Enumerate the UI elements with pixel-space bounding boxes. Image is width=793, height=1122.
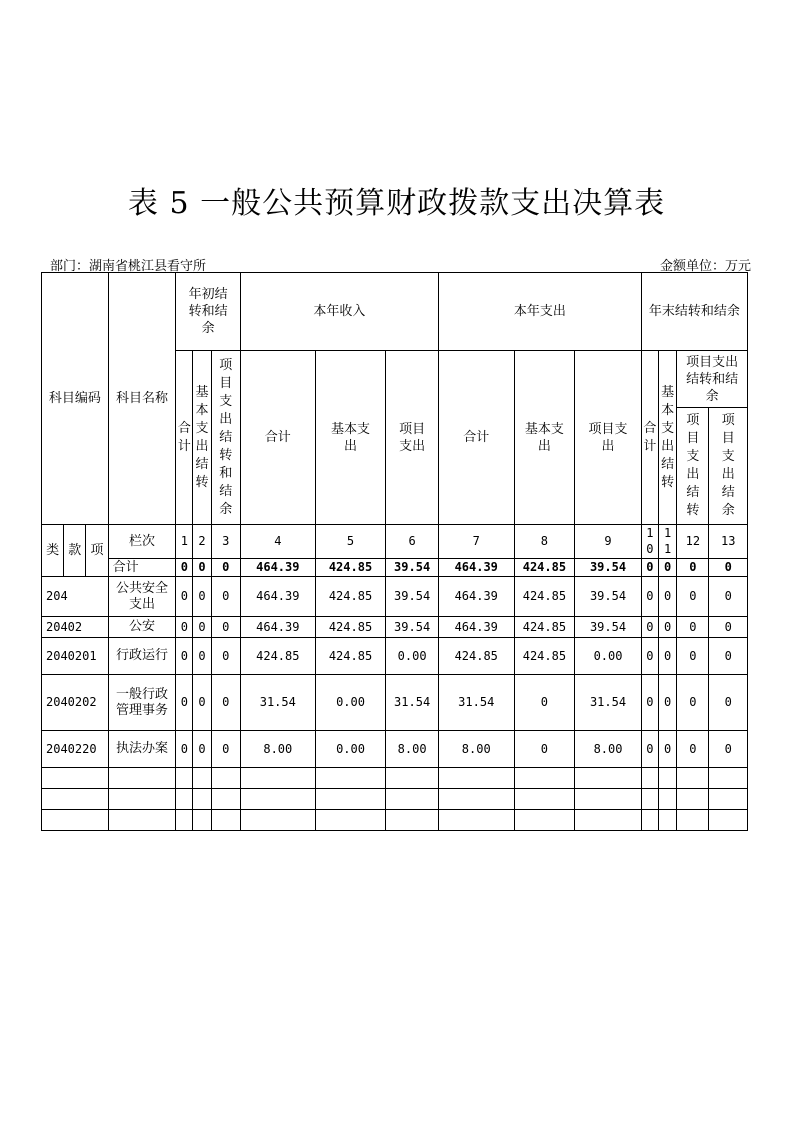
- empty-cell: [641, 789, 658, 810]
- table-row: [42, 577, 748, 617]
- empty-cell: [514, 768, 575, 789]
- row-value: 0: [514, 675, 575, 731]
- empty-cell: [176, 810, 193, 831]
- empty-cell: [108, 768, 176, 789]
- row-value: 0: [659, 675, 677, 731]
- total-cell: 0: [176, 559, 193, 577]
- empty-cell: [42, 810, 109, 831]
- header-end-project-balance: 项目支出结余: [709, 408, 748, 525]
- row-value: 0: [514, 731, 575, 768]
- row-value: 0: [677, 731, 709, 768]
- col-number: 1: [176, 525, 193, 559]
- empty-cell: [240, 789, 315, 810]
- row-value: 39.54: [386, 617, 439, 638]
- header-expense-project: 项目支出: [575, 351, 642, 525]
- row-value: 0.00: [575, 638, 642, 675]
- header-begin-group: 年初结转和结余: [176, 273, 241, 351]
- table-row: [42, 675, 748, 731]
- row-code: 2040220: [42, 731, 109, 768]
- empty-cell: [641, 810, 658, 831]
- empty-cell: [315, 789, 386, 810]
- table-row: [42, 638, 748, 675]
- row-value: 31.54: [575, 675, 642, 731]
- empty-cell: [659, 789, 677, 810]
- row-code: 2040201: [42, 638, 109, 675]
- row-value: 31.54: [438, 675, 514, 731]
- header-expense-total: 合计: [438, 351, 514, 525]
- empty-cell: [709, 789, 748, 810]
- row-value: 464.39: [240, 617, 315, 638]
- unit-label: 金额单位：万元: [659, 259, 751, 274]
- empty-row: [42, 768, 748, 789]
- empty-cell: [386, 768, 439, 789]
- col-number: 10: [641, 525, 658, 559]
- budget-table: [41, 272, 748, 831]
- row-code: 2040202: [42, 675, 109, 731]
- header-begin-total: 合计: [176, 351, 193, 525]
- row-value: 31.54: [240, 675, 315, 731]
- header-lanci: 栏次: [108, 525, 176, 559]
- empty-cell: [659, 768, 677, 789]
- empty-cell: [176, 768, 193, 789]
- empty-row: [42, 810, 748, 831]
- page-title: 表 5 一般公共预算财政拨款支出决算表: [127, 186, 666, 221]
- empty-row: [42, 789, 748, 810]
- total-cell: 0: [641, 559, 658, 577]
- empty-cell: [240, 810, 315, 831]
- row-value: 424.85: [315, 577, 386, 617]
- empty-cell: [575, 789, 642, 810]
- row-value: 464.39: [240, 577, 315, 617]
- row-value: 8.00: [438, 731, 514, 768]
- row-value: 39.54: [386, 577, 439, 617]
- row-value: 0: [709, 617, 748, 638]
- row-value: 0: [677, 638, 709, 675]
- row-value: 0: [211, 675, 240, 731]
- row-value: 424.85: [315, 638, 386, 675]
- header-end-basic-carry: 基本支出结转: [659, 351, 677, 525]
- row-value: 0: [211, 577, 240, 617]
- row-value: 39.54: [575, 577, 642, 617]
- row-value: 0: [709, 638, 748, 675]
- row-value: 0: [709, 577, 748, 617]
- row-value: 0: [641, 675, 658, 731]
- row-name: 公共安全支出: [108, 577, 176, 617]
- empty-cell: [315, 768, 386, 789]
- total-cell: 464.39: [438, 559, 514, 577]
- row-value: 0: [641, 638, 658, 675]
- empty-cell: [514, 789, 575, 810]
- col-number: 2: [193, 525, 211, 559]
- row-name: 公安: [108, 617, 176, 638]
- row-value: 0: [193, 638, 211, 675]
- empty-cell: [386, 789, 439, 810]
- col-number: 13: [709, 525, 748, 559]
- header-income-project: 项目支出: [386, 351, 439, 525]
- row-value: 0: [193, 617, 211, 638]
- col-number: 11: [659, 525, 677, 559]
- empty-cell: [240, 768, 315, 789]
- empty-cell: [659, 810, 677, 831]
- row-value: 424.85: [240, 638, 315, 675]
- total-cell: 0: [659, 559, 677, 577]
- header-name: 科目名称: [108, 273, 176, 525]
- row-value: 0: [641, 731, 658, 768]
- row-name: 一般行政管理事务: [108, 675, 176, 731]
- col-number: 12: [677, 525, 709, 559]
- total-row: [42, 559, 748, 577]
- col-number: 3: [211, 525, 240, 559]
- empty-cell: [438, 789, 514, 810]
- col-number: 5: [315, 525, 386, 559]
- row-value: 0: [677, 577, 709, 617]
- row-value: 0: [193, 577, 211, 617]
- header-class: 类: [42, 525, 64, 577]
- header-kuan: 款: [64, 525, 86, 577]
- empty-cell: [211, 789, 240, 810]
- row-value: 424.85: [514, 638, 575, 675]
- row-value: 0: [211, 617, 240, 638]
- empty-cell: [42, 768, 109, 789]
- row-value: 8.00: [575, 731, 642, 768]
- row-value: 0.00: [315, 731, 386, 768]
- col-number: 4: [240, 525, 315, 559]
- header-xiang: 项: [86, 525, 108, 577]
- empty-cell: [677, 810, 709, 831]
- row-value: 8.00: [240, 731, 315, 768]
- row-value: 0: [709, 675, 748, 731]
- col-number: 7: [438, 525, 514, 559]
- empty-cell: [193, 789, 211, 810]
- header-expense-group: 本年支出: [438, 273, 641, 351]
- row-value: 0: [659, 731, 677, 768]
- row-name: 行政运行: [108, 638, 176, 675]
- total-cell: 0: [211, 559, 240, 577]
- row-code: 20402: [42, 617, 109, 638]
- col-number: 9: [575, 525, 642, 559]
- header-end-group: 年末结转和结余: [641, 273, 747, 351]
- empty-cell: [211, 810, 240, 831]
- empty-cell: [42, 789, 109, 810]
- row-value: 31.54: [386, 675, 439, 731]
- empty-cell: [438, 768, 514, 789]
- row-value: 464.39: [438, 617, 514, 638]
- col-number: 6: [386, 525, 439, 559]
- empty-cell: [677, 768, 709, 789]
- empty-cell: [438, 810, 514, 831]
- empty-cell: [575, 768, 642, 789]
- total-cell: 0: [709, 559, 748, 577]
- empty-cell: [315, 810, 386, 831]
- empty-cell: [176, 789, 193, 810]
- row-value: 8.00: [386, 731, 439, 768]
- row-value: 0: [659, 577, 677, 617]
- empty-cell: [108, 810, 176, 831]
- empty-cell: [709, 810, 748, 831]
- empty-cell: [641, 768, 658, 789]
- row-value: 0: [176, 577, 193, 617]
- total-cell: 464.39: [240, 559, 315, 577]
- header-income-basic: 基本支出: [315, 351, 386, 525]
- empty-cell: [709, 768, 748, 789]
- header-end-project-sub: 项目支出结转和结余: [677, 351, 748, 408]
- row-value: 39.54: [575, 617, 642, 638]
- row-value: 0: [211, 638, 240, 675]
- row-value: 0: [641, 617, 658, 638]
- table-row: [42, 731, 748, 768]
- row-value: 424.85: [438, 638, 514, 675]
- header-code: 科目编码: [42, 273, 109, 525]
- row-value: 0: [677, 617, 709, 638]
- header-end-total: 合计: [641, 351, 658, 525]
- row-code: 204: [42, 577, 109, 617]
- empty-cell: [193, 810, 211, 831]
- row-value: 424.85: [315, 617, 386, 638]
- empty-cell: [108, 789, 176, 810]
- row-value: 0.00: [386, 638, 439, 675]
- row-name: 执法办案: [108, 731, 176, 768]
- total-cell: 424.85: [315, 559, 386, 577]
- row-value: 0: [176, 638, 193, 675]
- empty-cell: [386, 810, 439, 831]
- row-value: 0: [176, 617, 193, 638]
- row-value: 0: [176, 731, 193, 768]
- header-end-project-carry: 项目支出结转: [677, 408, 709, 525]
- total-cell: 0: [193, 559, 211, 577]
- row-value: 0: [677, 675, 709, 731]
- row-value: 424.85: [514, 577, 575, 617]
- row-value: 0: [659, 638, 677, 675]
- row-value: 0: [193, 731, 211, 768]
- row-value: 0: [176, 675, 193, 731]
- row-value: 464.39: [438, 577, 514, 617]
- total-cell: 39.54: [575, 559, 642, 577]
- row-value: 0: [211, 731, 240, 768]
- row-value: 0: [641, 577, 658, 617]
- total-label: 合计: [108, 559, 176, 577]
- total-cell: 39.54: [386, 559, 439, 577]
- department-label: 部门：湖南省桃江县看守所: [50, 259, 207, 274]
- empty-cell: [677, 789, 709, 810]
- header-expense-basic: 基本支出: [514, 351, 575, 525]
- total-cell: 0: [677, 559, 709, 577]
- header-begin-basic-carry: 基本支出结转: [193, 351, 211, 525]
- header-income-group: 本年收入: [240, 273, 438, 351]
- row-value: 424.85: [514, 617, 575, 638]
- table-row: [42, 617, 748, 638]
- row-value: 0.00: [315, 675, 386, 731]
- row-value: 0: [709, 731, 748, 768]
- empty-cell: [514, 810, 575, 831]
- empty-cell: [575, 810, 642, 831]
- total-cell: 424.85: [514, 559, 575, 577]
- empty-cell: [211, 768, 240, 789]
- header-income-total: 合计: [240, 351, 315, 525]
- row-value: 0: [193, 675, 211, 731]
- col-number: 8: [514, 525, 575, 559]
- empty-cell: [193, 768, 211, 789]
- row-value: 0: [659, 617, 677, 638]
- header-begin-project-carry: 项目支出结转和结余: [211, 351, 240, 525]
